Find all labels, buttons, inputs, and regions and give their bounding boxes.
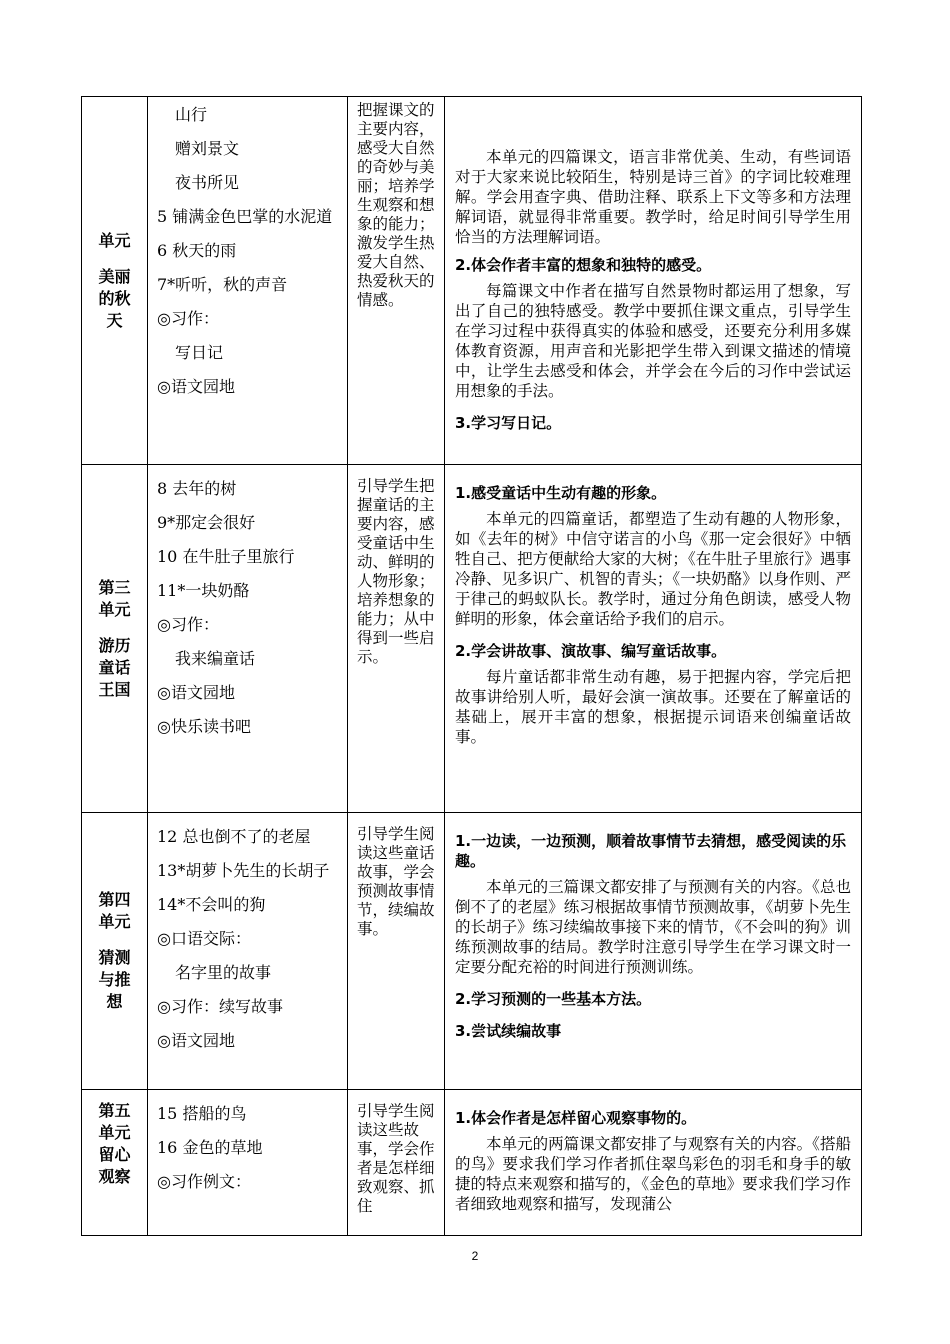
unit-theme: 游历童话王国 (98, 635, 131, 699)
description-cell (445, 813, 862, 1090)
unit-theme: 猜测与推想 (98, 948, 131, 1011)
section-heading: 2.学会讲故事、演故事、编写童话故事。 (455, 642, 727, 660)
unit-title-cell (82, 465, 148, 813)
description-cell (445, 1090, 862, 1236)
description-cell (445, 465, 862, 813)
lesson-item: 赠刘景文 (175, 139, 240, 158)
goal-cell: 把握课文的主要内容，感受大自然的奇妙与美丽；培养学生观察和想象的能力；激发学生热爱大自然、热爱秋天的情感。 (348, 97, 445, 465)
section-heading: 2.学习预测的一些基本方法。 (455, 990, 652, 1008)
section-heading: 1.感受童话中生动有趣的形象。 (455, 484, 667, 502)
lesson-item: 13*胡萝卜先生的长胡子 (157, 861, 330, 880)
lesson-item: 15 搭船的鸟 (157, 1104, 247, 1123)
section-paragraph: 本单元的两篇课文都安排了与观察有关的内容。《搭船的鸟》要求我们学习作者抓住翠鸟彩色的羽毛和身手的敏捷的特点来观察和描写的，《金色的草地》要求我们学习作者细致地观察和描写，发现蒲公 (455, 1135, 851, 1213)
lesson-item: ◎快乐读书吧 (157, 717, 251, 736)
lessons-cell (148, 1090, 348, 1236)
lesson-item: 16 金色的草地 (157, 1138, 263, 1157)
table-row (82, 813, 862, 1090)
goal-cell: 引导学生把握童话的主要内容，感受童话中生动、鲜明的人物形象；培养想象的能力；从中得到一些启示。 (348, 465, 445, 813)
lesson-item: 7*听听，秋的声音 (157, 275, 288, 294)
unit-title-cell (82, 813, 148, 1090)
unit-title-cell (82, 97, 148, 465)
table-row (82, 465, 862, 813)
lesson-item: ◎口语交际： (157, 929, 251, 948)
lessons-cell (148, 465, 348, 813)
lesson-item: ◎习作： (157, 309, 219, 328)
section-heading: 2.体会作者丰富的想象和独特的感受。 (455, 256, 712, 274)
unit-number: 第五单元 (98, 1101, 131, 1142)
section-paragraph: 本单元的三篇课文都安排了与预测有关的内容。《总也倒不了的老屋》练习根据故事情节预测故事，《胡萝卜先生的长胡子》练习续编故事接下来的情节，《不会叫的狗》训练预测故事的结局。教学时注意引导学生在学习课文时一定要分配充裕的时间进行预测训练。 (455, 878, 851, 976)
unit-theme: 留心观察 (98, 1145, 131, 1186)
lesson-item: 6 秋天的雨 (157, 241, 237, 260)
section-heading: 1.一边读，一边预测，顺着故事情节去猜想，感受阅读的乐趣。 (455, 832, 847, 870)
page-number: 2 (471, 1249, 479, 1263)
lesson-item: ◎语文园地 (157, 683, 235, 702)
lessons-cell (148, 97, 348, 465)
teaching-plan-table (81, 96, 862, 1236)
section-paragraph: 本单元的四篇课文，语言非常优美、生动，有些词语对于大家来说比较陌生，特别是诗三首》的字词比较难理解。学会用查字典、借助注释、联系上下文等多和方法理解词语，就显得非常重要。教学时，给足时间引导学生用恰当的方法理解词语。 (455, 148, 851, 246)
goal-cell: 引导学生阅读这些故事，学会作者是怎样细致观察、抓住 (348, 1090, 445, 1236)
lesson-item: 9*那定会很好 (157, 513, 256, 532)
lesson-item: ◎语文园地 (157, 377, 235, 396)
unit-number: 第三单元 (98, 577, 131, 619)
unit-number: 单元 (98, 230, 131, 250)
section-heading: 3.学习写日记。 (455, 414, 562, 432)
lesson-item: 山行 (175, 105, 208, 124)
lesson-item: ◎习作例文： (157, 1172, 251, 1191)
lesson-item: 5 铺满金色巴掌的水泥道 (157, 207, 333, 226)
lesson-item: 8 去年的树 (157, 479, 237, 498)
lesson-item: 10 在牛肚子里旅行 (157, 547, 295, 566)
lesson-item: 我来编童话 (175, 649, 256, 668)
description-cell (445, 97, 862, 465)
lesson-item: 夜书所见 (175, 173, 240, 192)
table-row (82, 97, 862, 465)
plan-table-body (82, 97, 862, 1236)
unit-title-cell (82, 1090, 148, 1236)
section-heading: 1.体会作者是怎样留心观察事物的。 (455, 1109, 697, 1127)
lesson-item: 名字里的故事 (175, 963, 272, 982)
lesson-item: ◎习作： (157, 615, 219, 634)
lessons-cell (148, 813, 348, 1090)
section-heading: 3.尝试续编故事 (455, 1022, 562, 1040)
section-paragraph: 每片童话都非常生动有趣，易于把握内容，学完后把故事讲给别人听，最好会演一演故事。还要在了解童话的基础上，展开丰富的想象，根据提示词语来创编童话故事。 (455, 668, 851, 746)
section-paragraph: 本单元的四篇童话，都塑造了生动有趣的人物形象，如《去年的树》中信守诺言的小鸟《那一定会很好》中牺牲自己、把方便献给大家的大树；《在牛肚子里旅行》遇事冷静、见多识广、机智的青头；《一块奶酪》以身作则、严于律己的蚂蚁队长。教学时，通过分角色朗读，感受人物鲜明的形象，体会童话给予我们的启示。 (455, 510, 851, 628)
lesson-item: ◎语文园地 (157, 1031, 235, 1050)
section-paragraph: 每篇课文中作者在描写自然景物时都运用了想象，写出了自己的独特感受。教学中要抓住课文重点，引导学生在学习过程中获得真实的体验和感受，还要充分利用多媒体教育资源，用声音和光影把学生带入到课文描述的情境中，让学生去感受和体会，并学会在今后的习作中尝试运用想象的手法。 (455, 282, 851, 400)
unit-theme: 美丽的秋天 (98, 266, 131, 330)
lesson-item: 14*不会叫的狗 (157, 895, 266, 914)
unit-number: 第四单元 (98, 890, 131, 931)
lesson-item: 11*一块奶酪 (157, 581, 250, 600)
goal-cell: 引导学生阅读这些童话故事，学会预测故事情节，续编故事。 (348, 813, 445, 1090)
lesson-item: 12 总也倒不了的老屋 (157, 827, 311, 846)
lesson-item: ◎习作：续写故事 (157, 997, 283, 1016)
table-row (82, 1090, 862, 1236)
lesson-item: 写日记 (175, 343, 224, 362)
